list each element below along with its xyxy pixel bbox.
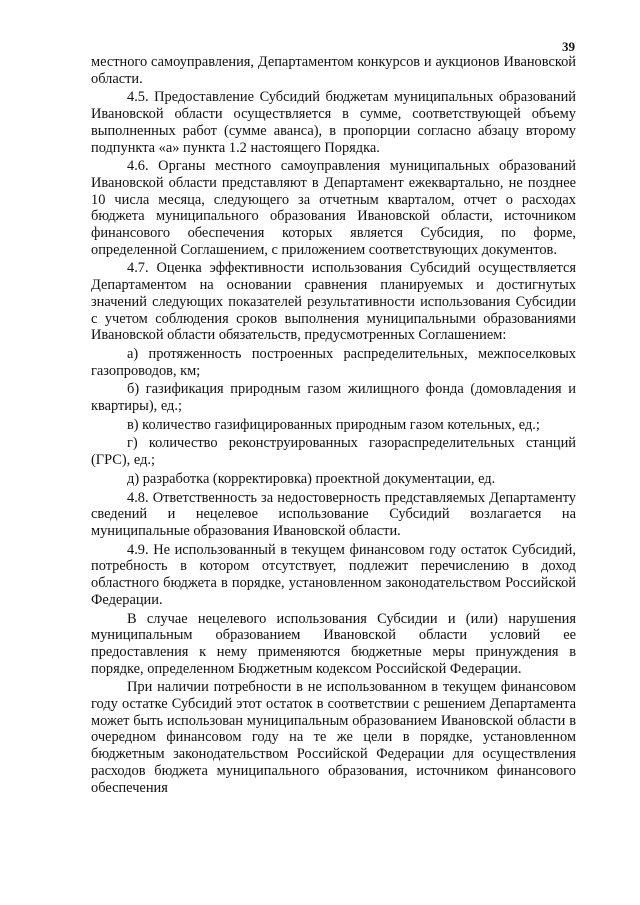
list-item-b: б) газификация природным газом жилищного фонда (домовладения и квартиры), ед.; [91, 381, 576, 415]
paragraph-4-8: 4.8. Ответственность за недостоверность представляемых Департаменту сведений и нецелевое использование Субсидий возлагается на муниципальные образования Ивановской области. [91, 489, 576, 539]
document-body [91, 54, 576, 796]
paragraph-4-7: 4.7. Оценка эффективности использования Субсидий осуществляется Департаментом на основании сравнения планируемых и достигнутых значений следующих показателей результативности использования Субсидии с учетом соблюдения сроков выполнения муниципальными образованиями Ивановской области обязательств, предусмотренных Соглашением: [91, 260, 576, 344]
list-item-d: д) разработка (корректировка) проектной документации, ед. [127, 470, 496, 487]
list-item-v: в) количество газифицированных природным газом котельных, ед.; [127, 416, 540, 433]
paragraph-misuse: В случае нецелевого использования Субсидии и (или) нарушения муниципальным образованием Ивановской области условий ее предоставления к нему применяются бюджетные меры принуждения в порядке, определенном Бюджетным кодексом Российской Федерации. [91, 610, 576, 677]
paragraph-4-6: 4.6. Органы местного самоуправления муниципальных образований Ивановской области представляют в Департамент ежеквартально, не позднее 10 числа месяца, следующего за отчетным кварталом, отчет о расходах бюджета муниципального образования Ивановской области, источником финансового обеспечения которых является Субсидия, по форме, определенной Соглашением, с приложением соответствующих документов. [91, 158, 576, 258]
paragraph-remainder: При наличии потребности в не использованном в текущем финансовом году остатке Субсидий этот остаток в соответствии с решением Департамента может быть использован муниципальным образованием Ивановской области в очередном финансовом году на те же цели в порядке, установленном бюджетным законодательством Российской Федерации для осуществления расходов бюджета муниципального образования, источником финансового обеспечения [91, 679, 576, 796]
list-item-g: г) количество реконструированных газораспределительных станций (ГРС), ед.; [91, 435, 576, 469]
page-number: 39 [562, 39, 575, 54]
paragraph-continuation: местного самоуправления, Департаментом конкурсов и аукционов Ивановской области. [91, 54, 576, 87]
paragraph-4-9: 4.9. Не использованный в текущем финансовом году остаток Субсидий, потребность в котором отсутствует, подлежит перечислению в доход областного бюджета в порядке, установленном законодательством Российской Федерации. [91, 541, 576, 608]
paragraph-4-5: 4.5. Предоставление Субсидий бюджетам муниципальных образований Ивановской области осуществляется в сумме, соответствующей объему выполненных работ (сумме аванса), в пропорции согласно абзацу второму подпункта «а» пункта 1.2 настоящего Порядка. [91, 89, 576, 156]
list-item-a: а) протяженность построенных распределительных, межпоселковых газопроводов, км; [91, 345, 576, 379]
